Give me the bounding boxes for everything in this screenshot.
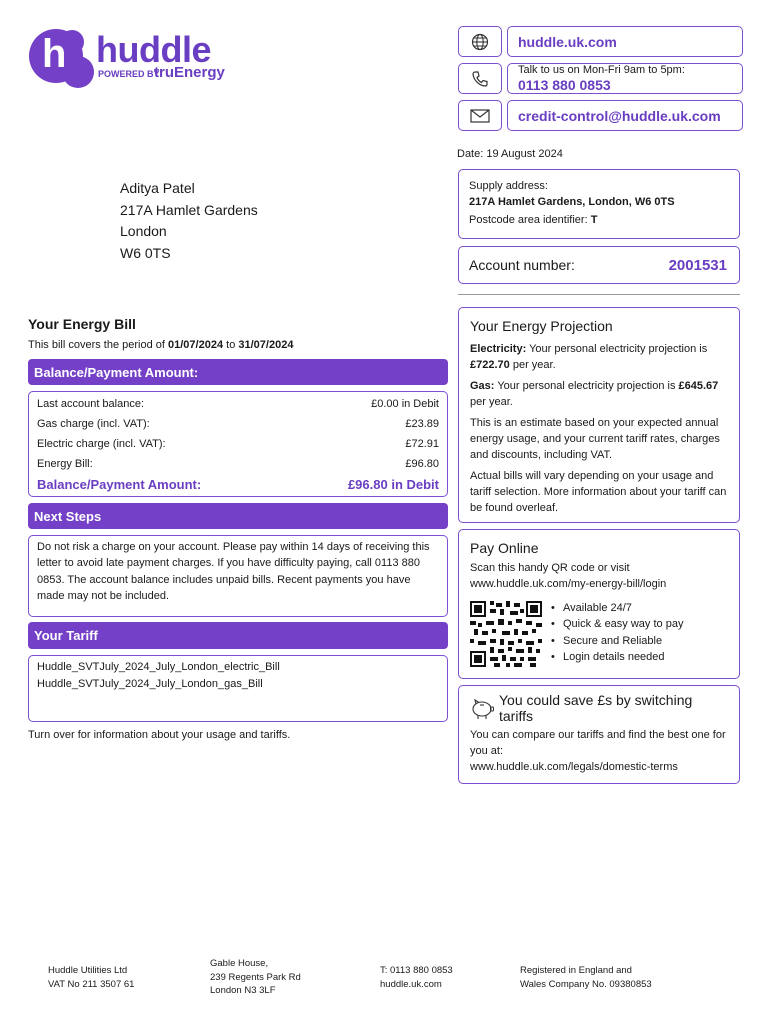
tariff-gas: Huddle_SVTJuly_2024_July_London_gas_Bill	[37, 677, 263, 690]
powered-by-label: POWERED BY	[98, 69, 160, 79]
website-icon-box	[458, 26, 502, 57]
email-link[interactable]: credit-control@huddle.uk.com	[518, 107, 721, 124]
balance-row-value: £23.89	[405, 418, 439, 430]
recipient-postcode: W6 0TS	[120, 244, 171, 261]
footer-address	[210, 957, 301, 998]
projection-elec-suffix: per year.	[512, 359, 556, 371]
footer-vat: VAT No 211 3507 61	[48, 978, 135, 990]
balance-total-row	[37, 474, 439, 496]
period-prefix: This bill covers the period of	[28, 339, 165, 351]
pay-online-scan-text: Scan this handy QR code or visit	[470, 562, 630, 574]
balance-row	[37, 414, 439, 434]
turn-over-note: Turn over for information about your usage and tariffs.	[28, 729, 291, 741]
postcode-identifier	[469, 211, 729, 230]
next-steps-box	[28, 535, 448, 617]
projection-actual-note: Actual bills will vary depending on your usage and tariff selection. More information about your tariff can be found overleaf.	[470, 470, 727, 514]
next-steps-text: Do not risk a charge on your account. Please pay within 14 days of receiving this letter to avoid late payment charges. If you have difficulty paying, call 0113 880 0853. The account balance includes unpaid bills. Recent payments you have made may not be included.	[37, 541, 430, 602]
projection-gas-label: Gas:	[470, 380, 495, 392]
phone-hours-label: Talk to us on Mon-Fri 9am to 5pm:	[518, 64, 685, 76]
tariff-header: Your Tariff	[28, 622, 448, 649]
projection-gas	[470, 378, 728, 410]
balance-box	[28, 391, 448, 497]
projection-elec-label: Electricity:	[470, 343, 527, 355]
tariff-electric: Huddle_SVTJuly_2024_July_London_electric_Bill	[37, 661, 280, 673]
balance-row	[37, 454, 439, 474]
phone-number[interactable]: 0113 880 0853	[518, 77, 611, 93]
footer-address-line: Gable House,	[210, 958, 269, 969]
piggy-bank-icon	[470, 698, 494, 720]
divider	[458, 294, 740, 295]
logo-letter: h	[42, 32, 67, 76]
account-number-value: 2001531	[668, 256, 727, 274]
logo-wordmark: huddle	[96, 29, 211, 70]
balance-row-label: Last account balance:	[37, 398, 145, 410]
projection-gas-suffix: per year.	[470, 396, 513, 408]
tariff-box	[28, 655, 448, 722]
phone-icon	[471, 70, 489, 88]
recipient-address	[120, 178, 258, 264]
projection-gas-value: £645.67	[678, 380, 719, 392]
balance-row	[37, 434, 439, 454]
account-number-box	[458, 246, 740, 284]
bill-title: Your Energy Bill	[28, 316, 136, 332]
switch-tariff-text: You can compare our tariffs and find the best one for you at:	[470, 729, 726, 757]
period-start: 01/07/2024	[168, 339, 224, 351]
next-steps-header: Next Steps	[28, 503, 448, 529]
balance-row-label: Energy Bill:	[37, 458, 93, 470]
period-to: to	[226, 339, 236, 351]
account-number-label: Account number:	[469, 257, 575, 273]
pay-online-benefits	[549, 600, 683, 665]
phone-icon-box	[458, 63, 502, 94]
balance-row-value: £72.91	[405, 438, 439, 450]
benefit-item: • Quick & easy way to pay	[549, 616, 683, 632]
balance-row-value: £96.80	[405, 458, 439, 470]
pay-online-url[interactable]: www.huddle.uk.com/my-energy-bill/login	[470, 578, 667, 590]
switch-tariff-title: You could save £s by switching tariffs	[499, 692, 693, 724]
bill-date: Date: 19 August 2024	[457, 148, 563, 160]
phone-box[interactable]	[507, 63, 743, 94]
footer-registration	[520, 964, 652, 991]
recipient-name: Aditya Patel	[120, 180, 195, 196]
supply-address-label: Supply address:	[469, 180, 548, 192]
projection-gas-text: Your personal electricity projection is	[497, 380, 676, 392]
energy-projection-box	[458, 307, 740, 523]
projection-elec-text: Your personal electricity projection is	[529, 343, 708, 355]
email-icon-box	[458, 100, 502, 131]
balance-total-value: £96.80 in Debit	[347, 477, 439, 492]
footer-phone: T: 0113 880 0853	[380, 965, 453, 976]
pay-online-title: Pay Online	[470, 540, 539, 556]
benefit-item: • Secure and Reliable	[549, 633, 683, 649]
balance-row-value: £0.00 in Debit	[371, 398, 439, 410]
supply-address-value: 217A Hamlet Gardens, London, W6 0TS	[469, 196, 675, 208]
envelope-icon	[470, 109, 490, 123]
footer-address-line: 239 Regents Park Rd	[210, 971, 301, 983]
balance-total-label: Balance/Payment Amount:	[37, 477, 202, 492]
postcode-label: Postcode area identifier:	[469, 214, 588, 226]
benefit-item: • Available 24/7	[549, 600, 683, 616]
website-link-box[interactable]	[507, 26, 743, 57]
balance-header: Balance/Payment Amount:	[28, 359, 448, 385]
footer-company	[48, 964, 134, 991]
switch-tariff-url[interactable]: www.huddle.uk.com/legals/domestic-terms	[470, 761, 678, 773]
footer-website[interactable]: huddle.uk.com	[380, 978, 442, 990]
benefit-item: • Login details needed	[549, 649, 683, 665]
website-link[interactable]: huddle.uk.com	[518, 33, 617, 50]
pay-online-box	[458, 529, 740, 679]
balance-row-label: Gas charge (incl. VAT):	[37, 418, 150, 430]
projection-electricity	[470, 341, 728, 373]
huddle-logo	[28, 26, 238, 92]
powered-brand-label: truEnergy	[154, 64, 225, 81]
bill-period	[28, 339, 293, 351]
footer-company-name: Huddle Utilities Ltd	[48, 965, 128, 976]
globe-icon	[471, 33, 489, 51]
balance-row-label: Electric charge (incl. VAT):	[37, 438, 166, 450]
balance-row	[37, 394, 439, 414]
qr-code-icon[interactable]	[470, 601, 542, 667]
projection-elec-value: £722.70	[470, 359, 510, 371]
email-link-box[interactable]	[507, 100, 743, 131]
footer-registration-line: Wales Company No. 09380853	[520, 978, 652, 990]
recipient-city: London	[120, 223, 167, 239]
supply-address-box	[458, 169, 740, 239]
switch-tariff-box	[458, 685, 740, 784]
projection-title: Your Energy Projection	[470, 318, 613, 334]
period-end: 31/07/2024	[238, 339, 294, 351]
footer-registration-line: Registered in England and	[520, 965, 632, 976]
postcode-value: T	[590, 214, 598, 226]
footer-address-line: London N3 3LF	[210, 985, 276, 996]
footer-contact	[380, 964, 453, 991]
recipient-street: 217A Hamlet Gardens	[120, 201, 258, 218]
projection-estimate-note: This is an estimate based on your expected annual energy usage, and your current tariff rates, charges and discounts, including VAT.	[470, 417, 720, 461]
